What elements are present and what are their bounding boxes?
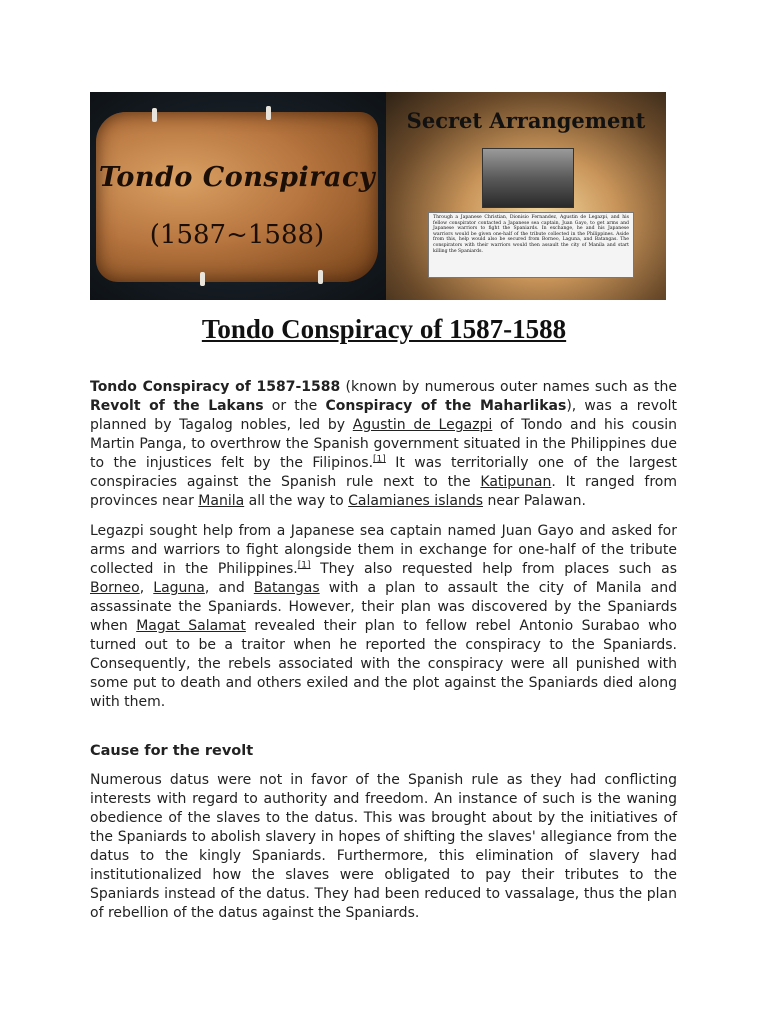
paragraph-intro (90, 378, 677, 511)
banner-left-years: (1587~1588) (149, 220, 325, 250)
bold-term: Revolt of the Lakans (90, 398, 264, 414)
link-manila[interactable]: Manila (198, 493, 245, 509)
text-run: (known by numerous outer names such as the (340, 379, 677, 395)
banner-right-panel (386, 92, 666, 300)
banner-left-title: Tondo Conspiracy (98, 162, 376, 193)
page-title: Tondo Conspiracy of 1587-1588 (201, 314, 567, 344)
section-heading: Cause for the revolt (90, 743, 254, 759)
link-agustin-de-legazpi[interactable]: Agustin de Legazpi (352, 417, 493, 433)
tablet-pin (152, 108, 157, 122)
link-calamianes-islands[interactable]: Calamianes islands (348, 493, 484, 509)
text-run: . It ranged from provinces near (90, 474, 677, 509)
link-magat-salamat[interactable]: Magat Salamat (136, 618, 246, 634)
bold-term: Conspiracy of the Maharlikas (325, 398, 567, 414)
footnote-ref[interactable]: [1] (373, 454, 386, 465)
text-run: revealed their plan to fellow rebel Antonio Surabao who turned out to be a traitor when he reported the conspiracy to the Spaniards. Consequently, the rebels associated with the conspiracy were all punished with some put to death and others exiled and the plot against the Spaniards died along with them. (90, 618, 677, 710)
link-borneo[interactable]: Borneo (90, 580, 140, 596)
text-run: , (139, 580, 154, 596)
tablet-pin (318, 270, 323, 284)
text-run: It was territorially one of the largest conspiracies against the Spanish rule next to the (90, 455, 678, 490)
paragraph-plan (90, 522, 677, 712)
text-run: all the way to (244, 493, 349, 509)
header-banner-image (90, 92, 666, 300)
tablet-pin (266, 106, 271, 120)
warriors-photo (482, 148, 574, 208)
text-run: of Tondo and his cousin Martin Panga, to overthrow the Spanish government situated in the Philippines due to the injustices felt by the Filipinos. (90, 417, 677, 471)
banner-right-title: Secret Arrangement (406, 108, 646, 133)
paragraph-cause: Numerous datus were not in favor of the Spanish rule as they had conflicting interests with regard to authority and freedom. An instance of such is the waning obedience of the slaves to the datus. This was brought about by the initiatives of the Spaniards to abolish slavery in hopes of shifting the slaves' allegiance from the datus to the kingly Spaniards. Furthermore, this elimination of slavery had institutionalized how the slaves were obligated to pay their tributes to the Spaniards instead of the datus. They had been reduced to vassalage, thus the plan of rebellion of the datus against the Spaniards. (90, 772, 677, 921)
banner-caption: Through a Japanese Christian, Dionisio Fernandez, Agustin de Legazpi, and his fellow conspirator contacted a Japanese sea captain, Juan Gayo, to get arms and Japanese warriors to fight the Spaniards. In exchange, he and his Japanese warriors would be given one-half of the tribute collected in the Philippines. Aside from this, help would also be secured from Borneo, Laguna, and Batangas. The conspirators with their warriors would then assault the city of Manila and start killing the Spaniards. (428, 212, 634, 278)
text-run: with a plan to assault the city of Manila and assassinate the Spaniards. However, their plan was discovered by the Spaniards when (90, 580, 678, 634)
tablet-pin (200, 272, 205, 286)
text-run: near Palawan. (483, 493, 586, 509)
banner-left-panel (90, 92, 386, 300)
bold-term: Tondo Conspiracy of 1587-1588 (90, 379, 341, 395)
stone-tablet-graphic (96, 112, 378, 282)
text-run: ), was a revolt planned by Tagalog nobles, led by (90, 398, 677, 433)
text-run: , and (204, 580, 254, 596)
link-batangas[interactable]: Batangas (253, 580, 320, 596)
text-run: Legazpi sought help from a Japanese sea captain named Juan Gayo and asked for arms and warriors to fight alongside them in exchange for one-half of the tribute collected in the Philippines. (90, 523, 677, 577)
footnote-ref[interactable]: [1] (297, 560, 311, 571)
article-body (90, 378, 677, 934)
text-run: They also requested help from places such as (310, 561, 677, 577)
link-katipunan[interactable]: Katipunan (480, 474, 552, 490)
text-run: or the (263, 398, 326, 414)
link-laguna[interactable]: Laguna (153, 580, 205, 596)
